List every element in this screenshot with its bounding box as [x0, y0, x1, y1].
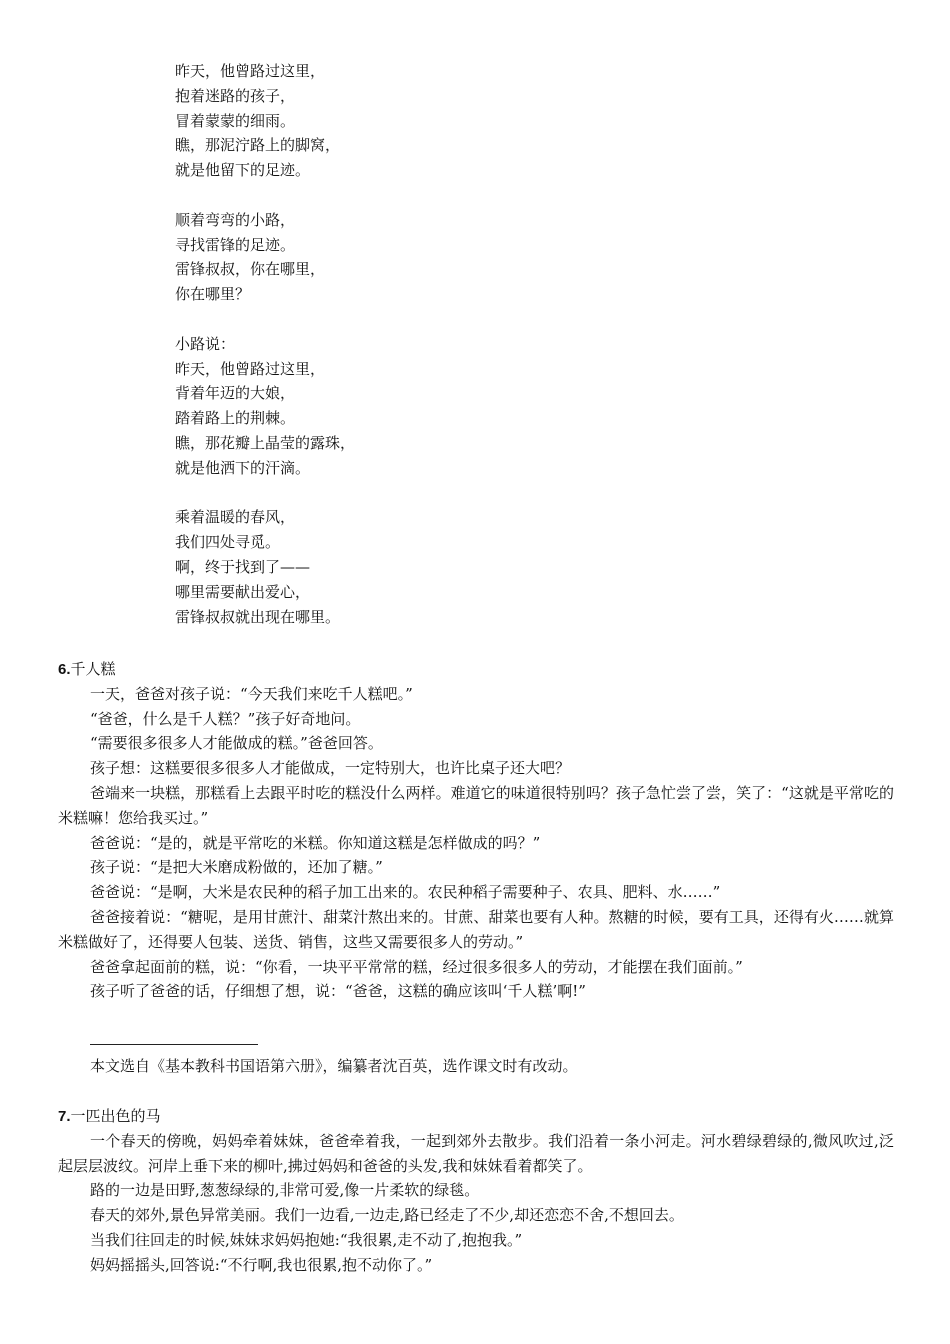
paragraph: 妈妈摇摇头,回答说:“不行啊,我也很累,抱不动你了。” [90, 1255, 433, 1274]
poem-line: 啊，终于找到了—— [175, 557, 311, 576]
poem-line: 冒着蒙蒙的细雨。 [175, 111, 296, 130]
paragraph: 路的一边是田野,葱葱绿绿的,非常可爱,像一片柔软的绿毯。 [90, 1181, 480, 1200]
paragraph: 孩子说：“是把大米磨成粉做的，还加了糖。” [90, 858, 383, 877]
paragraph: 孩子听了爸爸的话，仔细想了想，说：“爸爸，这糕的确应该叫‘千人糕’啊!” [90, 982, 586, 1001]
poem-line: 昨天，他曾路过这里， [175, 359, 326, 378]
poem-line: 乘着温暖的春风， [175, 508, 296, 527]
section-title: 千人糕 [70, 660, 116, 678]
poem-line: 瞧，那花瓣上晶莹的露珠， [175, 433, 356, 452]
paragraph: 爸爸说：“是啊，大米是农民种的稻子加工出来的。农民种稻子需要种子、农具、肥料、水……” [90, 883, 721, 902]
poem-line: 就是他洒下的汗滴。 [175, 458, 311, 477]
poem-line: 顺着弯弯的小路， [175, 210, 296, 229]
section-number: 6. [58, 661, 71, 678]
poem-line: 雷锋叔叔就出现在哪里。 [175, 607, 341, 626]
section-7 [58, 1104, 894, 1278]
poem-line: 就是他留下的足迹。 [175, 161, 311, 180]
poem-line: 瞧，那泥泞路上的脚窝， [175, 136, 341, 155]
footnote: 本文选自《基本教科书国语第六册》，编纂者沈百英，选作课文时有改动。 [90, 1057, 578, 1075]
section-heading [58, 657, 894, 682]
stanza-gap [175, 307, 775, 332]
poem-line: 哪里需要献出爱心， [175, 582, 311, 601]
paragraph: “需要很多很多人才能做成的糕。”爸爸回答。 [90, 734, 383, 753]
poem-line: 背着年迈的大娘， [175, 384, 296, 403]
paragraph: 爸爸说：“是的，就是平常吃的米糕。你知道这糕是怎样做成的吗？” [90, 833, 541, 852]
paragraph: 爸端来一块糕，那糕看上去跟平时吃的糕没什么两样。难道它的味道很特别吗？孩子急忙尝了尝，笑了：“这就是平常吃的米糕嘛！您给我买过。” [58, 783, 894, 827]
poem-line: 雷锋叔叔，你在哪里， [175, 260, 326, 279]
paragraph: “爸爸，什么是千人糕？”孩子好奇地问。 [90, 709, 361, 728]
paragraph: 当我们往回走的时候,妹妹求妈妈抱她:“我很累,走不动了,抱抱我。” [90, 1230, 523, 1249]
poem-line: 寻找雷锋的足迹。 [175, 235, 296, 254]
poem-line: 我们四处寻觅。 [175, 533, 281, 552]
paragraph: 孩子想：这糕要很多很多人才能做成，一定特别大，也许比桌子还大吧？ [90, 759, 571, 778]
section-heading [58, 1104, 894, 1129]
section-title: 一匹出色的马 [70, 1107, 161, 1125]
paragraph: 一天，爸爸对孩子说：“今天我们来吃千人糕吧。” [90, 684, 413, 703]
poem-line: 抱着迷路的孩子， [175, 86, 296, 105]
paragraph: 爸爸接着说：“糖呢，是用甘蔗汁、甜菜汁熬出来的。甘蔗、甜菜也要有人种。熬糖的时候，要有工具，还得有火……就算米糕做好了，还得要人包装、送货、销售，这些又需要很多人的劳动。” [58, 907, 894, 951]
section-6 [58, 657, 894, 1004]
poem-line: 昨天，他曾路过这里， [175, 62, 326, 80]
poem-line: 小路说： [175, 334, 236, 353]
section-number: 7. [58, 1108, 71, 1125]
paragraph: 春天的郊外,景色异常美丽。我们一边看,一边走,路已经走了不少,却还恋恋不舍,不想回去。 [90, 1206, 684, 1225]
paragraph: 一个春天的傍晚，妈妈牵着妹妹，爸爸牵着我，一起到郊外去散步。我们沿着一条小河走。河水碧绿碧绿的,微风吹过,泛起层层波纹。河岸上垂下来的柳叶,拂过妈妈和爸爸的头发,我和妹妹看着都笑了。 [58, 1131, 894, 1175]
poem [175, 59, 775, 629]
stanza-gap [175, 481, 775, 506]
footnote-divider [90, 1044, 258, 1045]
poem-line: 踏着路上的荆棘。 [175, 409, 296, 428]
stanza-gap [175, 183, 775, 208]
poem-line: 你在哪里？ [175, 285, 251, 304]
paragraph: 爸爸拿起面前的糕，说：“你看，一块平平常常的糕，经过很多很多人的劳动，才能摆在我们面前。” [90, 957, 743, 976]
